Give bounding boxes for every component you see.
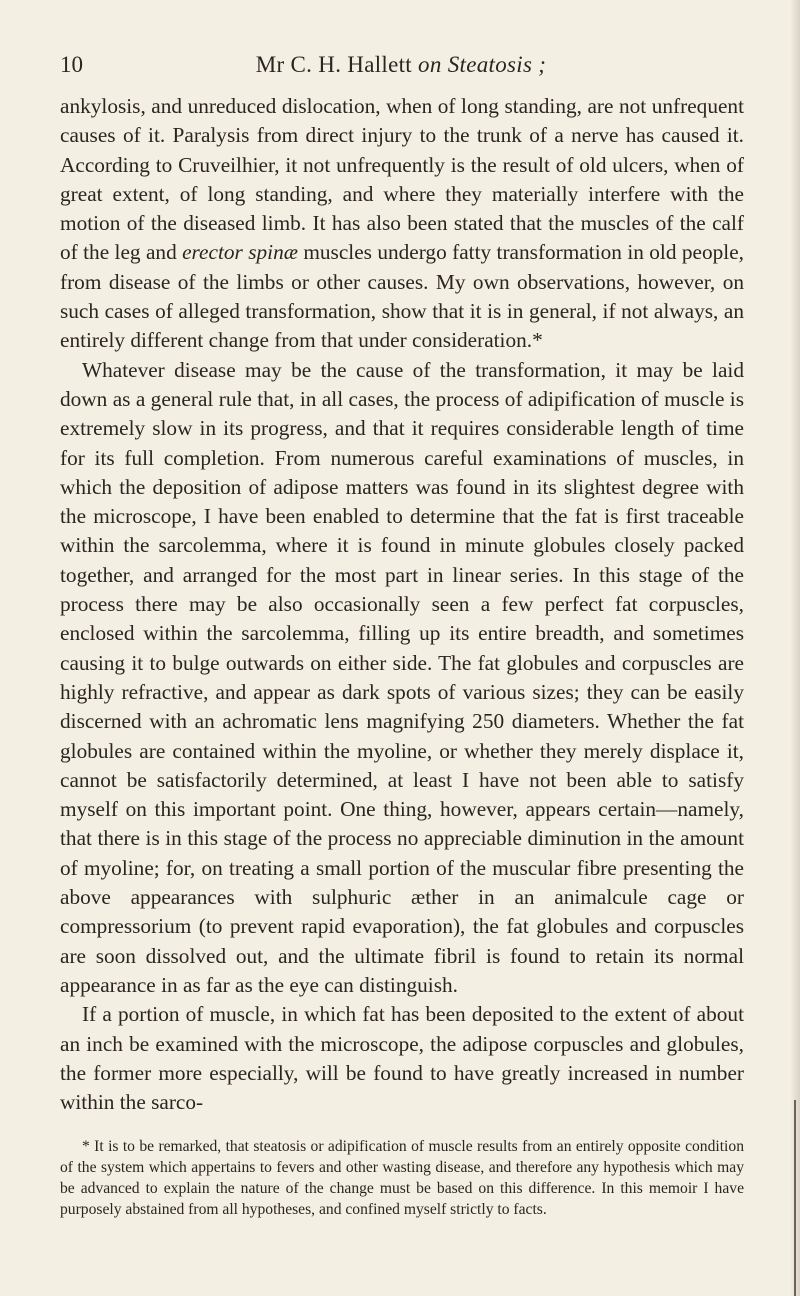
page-header: [60, 52, 742, 86]
footnote: * It is to be remarked, that steatosis or adipification of muscle results from an entirely opposite condition of the system which appertains to fevers and other wasting disease, and therefore any hypothesis which may be advanced to explain the nature of the change must be based on this difference. In this memoir I have purposely abstained from all hypotheses, and confined myself strictly to facts.: [60, 1138, 744, 1218]
page-number: 10: [60, 52, 83, 77]
paragraph-text: If a portion of muscle, in which fat has been deposited to the extent of about an inch be examined with the microscope, the adipose corpuscles and globules, the former more especially, will be found to have greatly increased in number within the sarco-: [60, 1002, 744, 1115]
paragraph-p3: [60, 1000, 744, 1117]
paragraph-text: muscles undergo fatty transformation in old people, from disease of the limbs or other causes. My own observations, however, on such cases of alleged transformation, show that it is in general, if not always, an entirely different change from that under consideration.*: [60, 240, 744, 353]
body-text: [60, 92, 744, 1117]
page-edge-line: [794, 1100, 796, 1296]
paragraph-text: Whatever disease may be the cause of the transformation, it may be laid down as a general rule that, in all cases, the process of adipification of muscle is extremely slow in its progress, and that it requires considerable length of time for its full completion. From numerous careful examinations of muscles, in which the deposition of adipose matters was found in its slightest degree with the microscope, I have been enabled to determine that the fat is first traceable within the sarcolemma, where it is found in minute globules closely packed together, and arranged for the most part in linear series. In this stage of the process there may be also occasionally seen a few perfect fat corpuscles, enclosed within the sarcolemma, filling up its entire breadth, and sometimes causing it to bulge outwards on either side. The fat globules and corpuscles are highly refractive, and appear as dark spots of various sizes; they can be easily discerned with an achromatic lens magnifying 250 diameters. Whether the fat globules are contained within the myoline, or whether they merely displace it, cannot be satisfactorily determined, at least I have not been able to satisfy myself on this important point. One thing, however, appears certain—namely, that there is in this stage of the process no appreciable diminution in the amount of myoline; for, on treating a small portion of the muscular fibre presenting the above appearances with sulphuric æther in an animalcule cage or compressorium (to prevent rapid evaporation), the fat globules and corpuscles are soon dissolved out, and the ultimate fibril is found to retain its normal appearance in as far as the eye can distinguish.: [60, 357, 744, 997]
running-head-subject: Steatosis ;: [447, 52, 547, 77]
italic-term: erector spinæ: [182, 240, 298, 265]
paragraph-p2: [60, 356, 744, 1001]
running-head-author: Mr C. H. Hallett: [255, 52, 412, 77]
running-head: [60, 52, 742, 78]
running-head-on: on: [418, 52, 442, 77]
paragraph-p1: [60, 92, 744, 356]
paragraph-text: ankylosis, and unreduced dislocation, when of long standing, are not unfrequent causes of it. Paralysis from direct injury to the trunk of a nerve has caused it. According to Cruveilhier, it not unfrequently is the result of old ulcers, when of great extent, of long standing, and where they materially interfere with the motion of the diseased limb. It has also been stated that the muscles of the calf of the leg and: [60, 94, 744, 265]
